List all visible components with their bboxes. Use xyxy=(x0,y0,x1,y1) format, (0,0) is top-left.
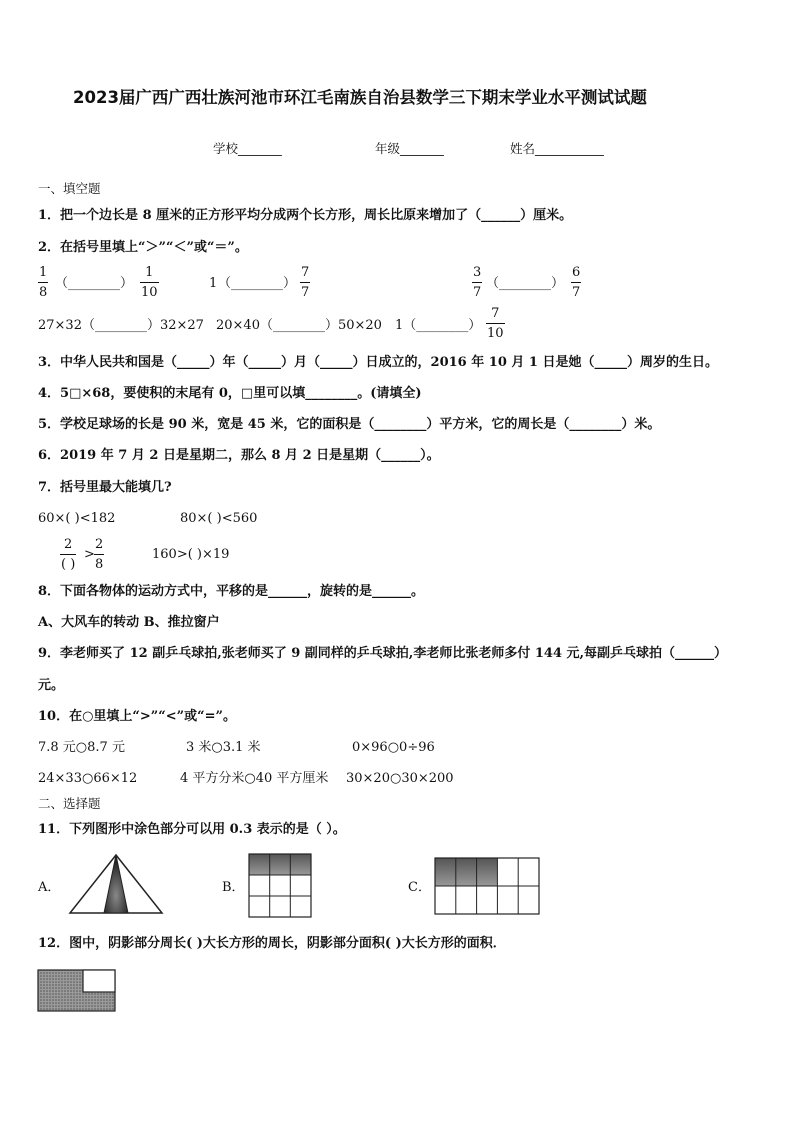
fraction-7-10: 7 10 xyxy=(487,306,504,341)
fraction-6-7: 6 7 xyxy=(572,265,581,300)
q10-item-a: 7.8 元○8.7 元 xyxy=(38,740,125,755)
fraction-2-blank: 2 ( ) xyxy=(61,537,76,572)
grade-field[interactable]: 年级_______ xyxy=(375,141,444,156)
q10-item-c: 0×96○0÷96 xyxy=(352,740,435,755)
question-2: 2．在括号里填上“＞”“＜”或“＝”。 xyxy=(38,240,248,255)
question-9-cont: 元。 xyxy=(38,678,65,693)
fraction-1-10: 1 10 xyxy=(141,265,158,300)
question-4: 4．5□×68，要使积的末尾有 0，□里可以填________。(请填全) xyxy=(38,386,422,401)
question-3: 3．中华人民共和国是（_____）年（_____）月（_____）日成立的，2016 年 10 月 1 日是她（_____）周岁的生日。 xyxy=(38,355,718,370)
option-b-label[interactable]: B． xyxy=(222,880,245,895)
question-1: 1．把一个边长是 8 厘米的正方形平均分成两个长方形，周长比原来增加了（______）厘米。 xyxy=(38,208,573,223)
compare-20x40: 20×40（________）50×20 xyxy=(216,318,382,333)
question-6: 6．2019 年 7 月 2 日是星期二，那么 8 月 2 日是星期（______）。 xyxy=(38,448,440,463)
page-title: 2023届广西广西壮族河池市环江毛南族自治县数学三下期末学业水平测试试题 xyxy=(73,88,647,107)
question-9: 9．李老师买了 12 副乒乓球拍,张老师买了 9 副同样的乒乓球拍,李老师比张老师多付 144 元,每副乒乓球拍（______） xyxy=(38,646,728,661)
shaded-rectangle-figure xyxy=(37,969,117,1013)
question-12: 12．图中，阴影部分周长( )大长方形的周长，阴影部分面积( )大长方形的面积． xyxy=(38,936,506,951)
fraction-7-7: 7 7 xyxy=(301,265,310,300)
question-8: 8．下面各物体的运动方式中，平移的是______，旋转的是______。 xyxy=(38,584,425,599)
blank[interactable]: （________） xyxy=(218,276,297,291)
name-field[interactable]: 姓名___________ xyxy=(510,141,604,156)
section-multiple-choice: 二、选择题 xyxy=(38,796,101,811)
blank[interactable]: （________） xyxy=(55,276,134,291)
q7-item-c: 160>( )×19 xyxy=(152,547,230,562)
compare-one: 1（________） xyxy=(395,318,482,333)
q10-item-d: 24×33○66×12 xyxy=(38,771,138,786)
compare-27x32: 27×32（________）32×27 xyxy=(38,318,204,333)
fraction-3-7: 3 7 xyxy=(473,265,482,300)
option-a-label[interactable]: A． xyxy=(38,880,61,895)
school-field[interactable]: 学校_______ xyxy=(213,141,282,156)
triangle-figure xyxy=(68,852,164,916)
q10-item-b: 3 米○3.1 米 xyxy=(186,740,261,755)
q10-item-e: 4 平方分米○40 平方厘米 xyxy=(180,771,329,786)
q7-item-b: 80×( )<560 xyxy=(180,511,258,526)
q7-item-a: 60×( )<182 xyxy=(38,511,116,526)
fraction-1-8: 1 8 xyxy=(39,265,48,300)
number-one: 1 xyxy=(209,276,218,291)
option-c-label[interactable]: C． xyxy=(408,880,431,895)
question-11: 11．下列图形中涂色部分可以用 0.3 表示的是（ ）。 xyxy=(38,822,346,837)
section-fill-in-blank: 一、填空题 xyxy=(38,181,101,196)
question-7: 7．括号里最大能填几? xyxy=(38,480,172,495)
greater-sign: > xyxy=(84,547,95,562)
question-10: 10．在○里填上“>”“<”或“=”。 xyxy=(38,709,236,724)
q10-item-f: 30×20○30×200 xyxy=(346,771,454,786)
question-8-options: A、大风车的转动 B、推拉窗户 xyxy=(38,615,220,630)
question-5: 5．学校足球场的长是 90 米，宽是 45 米，它的面积是（________）平方米，它的周长是（________）米。 xyxy=(38,417,661,432)
blank[interactable]: （________） xyxy=(486,276,565,291)
grid-3x3-figure xyxy=(248,853,312,919)
grid-5x2-figure xyxy=(434,857,540,915)
fraction-2-8: 2 8 xyxy=(95,537,104,572)
